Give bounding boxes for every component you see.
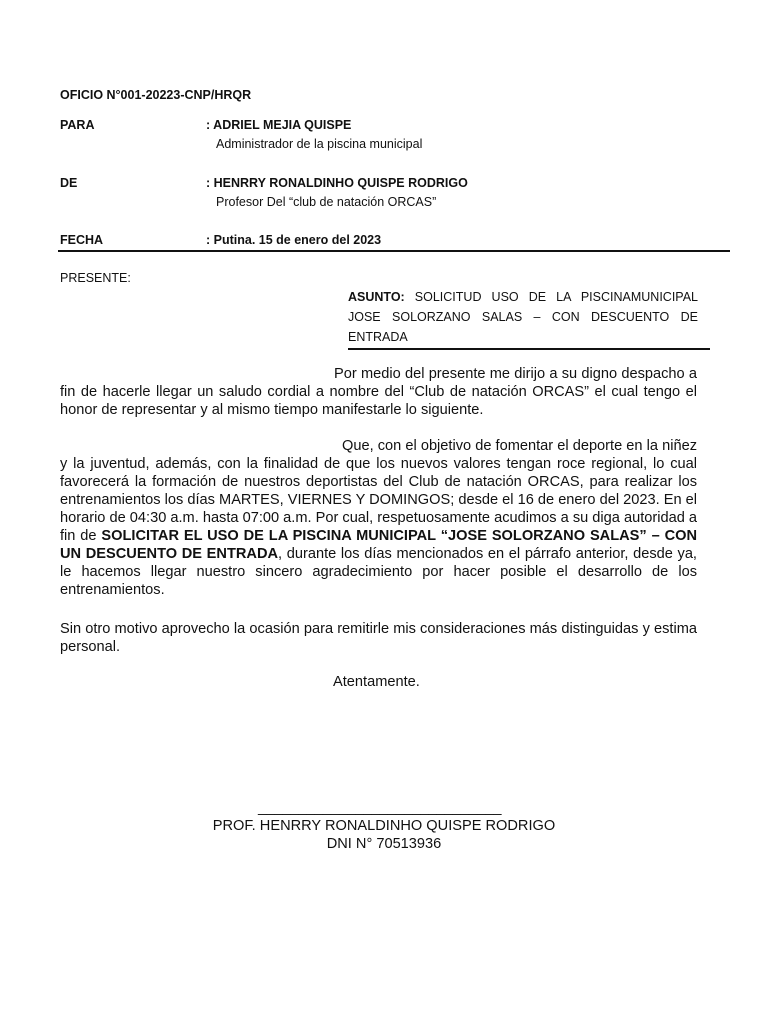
fecha-label: FECHA: [60, 233, 104, 247]
para-role: Administrador de la piscina municipal: [216, 137, 423, 151]
paragraph-2: [60, 437, 697, 599]
paragraph-2-text: Que, con el objetivo de fomentar el deporte en la niñez y la juventud, además, con la finalidad de que los nuevos valores tengan roce regional, lo cual favorecerá la formación de nuestros deportistas del Club de natación ORCAS, para realizar los entrenamientos los días MARTES, VIERNES Y DOMINGOS; desde el 16 de enero del 2023. En el horario de 04:30 a.m. hasta 07:00 a.m. Por cual, respetuosamente acudimos a su diga autoridad a fin de: [60, 438, 697, 544]
asunto-underline: [348, 348, 710, 350]
oficio-number: OFICIO N°001-20223-CNP/HRQR: [60, 88, 252, 102]
paragraph-1: Por medio del presente me dirijo a su digno despacho a fin de hacerle llegar un saludo cordial a nombre del “Club de natación ORCAS” el cual tengo el honor de representar y al mismo tiempo manifestarle lo siguiente.: [60, 366, 697, 418]
presente-label: PRESENTE:: [60, 271, 131, 285]
paragraph-3: Sin otro motivo aprovecho la ocasión para remitirle mis consideraciones más distinguidas y estima personal.: [60, 621, 697, 655]
asunto-label: ASUNTO:: [348, 290, 405, 304]
header-divider: [58, 250, 730, 252]
signer-dni: DNI N° 70513936: [326, 836, 442, 852]
de-name: : HENRRY RONALDINHO QUISPE RODRIGO: [206, 176, 468, 190]
asunto-block: [348, 287, 698, 347]
signer-name: PROF. HENRRY RONALDINHO QUISPE RODRIGO: [212, 818, 556, 834]
asunto-text: SOLICITUD USO DE LA PISCINAMUNICIPAL JOSE SOLORZANO SALAS – CON DESCUENTO DE ENTRADA: [348, 290, 698, 344]
closing-atentamente: Atentamente.: [333, 674, 420, 690]
de-role: Profesor Del “club de natación ORCAS”: [216, 195, 437, 209]
de-label: DE: [60, 176, 78, 190]
para-label: PARA: [60, 118, 95, 132]
fecha-value: : Putina. 15 de enero del 2023: [206, 233, 382, 247]
signature-line: ______________________________: [258, 800, 502, 816]
paragraph-2-closing: , durante los días mencionados en el párrafo anterior, desde ya, le hacemos llegar nuestro sincero agradecimiento por hacer posible el desarrollo de los entrenamientos.: [60, 546, 697, 598]
paragraph-2-request: SOLICITAR EL USO DE LA PISCINA MUNICIPAL “JOSE SOLORZANO SALAS” – CON UN DESCUENTO DE ENTRADA: [60, 528, 698, 562]
para-name: : ADRIEL MEJIA QUISPE: [206, 118, 352, 132]
